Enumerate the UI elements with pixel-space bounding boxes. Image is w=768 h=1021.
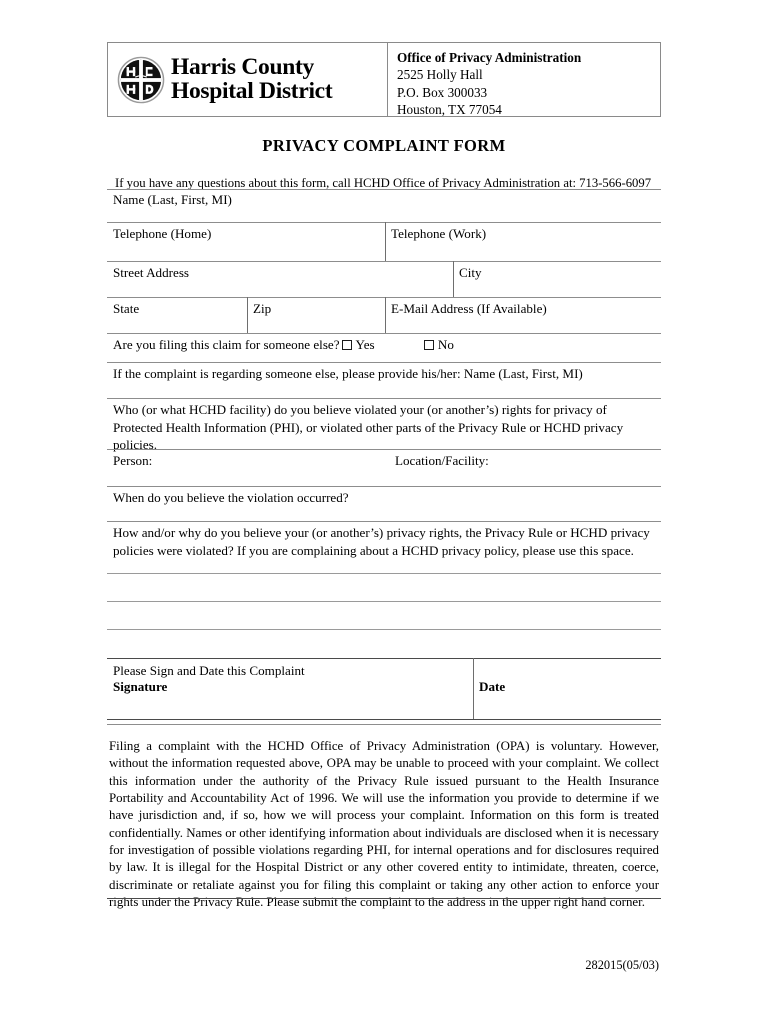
filing-question-text: Are you filing this claim for someone else? (113, 337, 340, 352)
field-label-who-violated: Who (or what HCHD facility) do you believe violated your (or another’s) rights for privacy of Protected Health Information (PHI), or violated other parts of the Privacy Rule or HCHD privacy policies. (113, 402, 624, 453)
divider-state-zip (247, 297, 248, 334)
checkbox-no[interactable] (424, 340, 434, 350)
office-address-line-3: Houston, TX 77054 (397, 102, 502, 118)
contact-note: If you have any questions about this form, call HCHD Office of Privacy Administration at: 713-566-6097 (115, 176, 652, 190)
field-label-street-address: Street Address (113, 265, 190, 280)
field-label-other-person-name: If the complaint is regarding someone else, please provide his/her: Name (Last, First, MI) (113, 366, 583, 381)
field-label-telephone-home: Telephone (Home) (113, 226, 212, 241)
field-label-telephone-work: Telephone (Work) (391, 226, 487, 241)
rule-below-state-row (107, 333, 661, 334)
field-label-name: Name (Last, First, MI) (113, 192, 232, 207)
organization-logo-cell (108, 43, 388, 116)
rule-below-when-occurred (107, 521, 661, 522)
rule-below-other-person-name (107, 398, 661, 399)
field-label-filing-for-someone-else (113, 336, 454, 354)
checkbox-yes[interactable] (342, 340, 352, 350)
answer-line-1[interactable] (107, 573, 661, 574)
checkbox-yes-label: Yes (355, 337, 375, 352)
organization-name-line1: Harris County (171, 53, 314, 80)
rule-below-street (107, 297, 661, 298)
answer-line-2[interactable] (107, 601, 661, 602)
divider-zip-email (385, 297, 386, 334)
field-label-city: City (459, 265, 482, 280)
office-name: Office of Privacy Administration (397, 50, 582, 65)
organization-name-line2: Hospital District (171, 77, 333, 104)
rule-below-contact-note (107, 189, 661, 190)
field-label-state: State (113, 301, 140, 316)
office-address-cell (388, 43, 660, 116)
signature-label: Signature (113, 679, 168, 694)
form-header-box (107, 42, 661, 117)
rule-below-signature (107, 719, 661, 720)
rule-below-filing-question (107, 362, 661, 363)
office-address-line-2: P.O. Box 300033 (397, 84, 488, 100)
signature-instruction: Please Sign and Date this Complaint (113, 663, 305, 678)
office-address-line-1: 2525 Holly Hall (397, 67, 483, 83)
field-label-person: Person: (113, 453, 153, 468)
organization-name (171, 53, 333, 104)
answer-line-3[interactable] (107, 629, 661, 630)
rule-below-who-violated (107, 449, 661, 450)
divider-signature-date (473, 658, 474, 720)
field-label-email: E-Mail Address (If Available) (391, 301, 547, 316)
field-label-zip: Zip (253, 301, 272, 316)
rule-below-telephone (107, 261, 661, 262)
checkbox-no-label: No (437, 337, 454, 352)
legal-notice-text: Filing a complaint with the HCHD Office of Privacy Administration (OPA) is voluntary. However, without the information requested above, OPA may be unable to proceed with your complaint. We collect this information under the authority of the Privacy Rule issued pursuant to the Health Insurance Portability and Accountability Act of 1996. We will use the information you provide to determine if we have jurisdiction and, if so, how we will process your complaint. Information on this form is treated confidentially. Names or other identifying information about individuals are disclosed when it is necessary for investigation of possible violations regarding PHI, for internal operations and for disclosures required by law. It is illegal for the Hospital District or any other covered entity to intimidate, threaten, coerce, discriminate or retaliate against you for filing this complaint or taking any other action to enforce your rights under the Privacy Rule. Please submit the complaint to the address in the upper right hand corner. (109, 739, 659, 910)
field-label-location-facility: Location/Facility: (395, 453, 489, 468)
field-label-how-why-violated: How and/or why do you believe your (or another’s) privacy rights, the Privacy Rule or HCHD privacy policies were violated? If you are complaining about a HCHD privacy policy, please use this space. (113, 525, 650, 558)
page-title: PRIVACY COMPLAINT FORM (262, 136, 506, 155)
rule-above-signature (107, 658, 661, 659)
rule-below-legal-notice (107, 898, 661, 899)
divider-street-city (453, 261, 454, 298)
hchd-circular-emblem-icon (117, 56, 165, 104)
rule-below-name (107, 222, 661, 223)
field-label-when-occurred: When do you believe the violation occurred? (113, 490, 349, 505)
rule-below-person-location (107, 486, 661, 487)
footer-form-code: 282015(05/03) (585, 958, 659, 972)
divider-telephone-row (385, 222, 386, 262)
rule-below-signature-secondary (107, 724, 661, 725)
date-label: Date (479, 679, 506, 694)
